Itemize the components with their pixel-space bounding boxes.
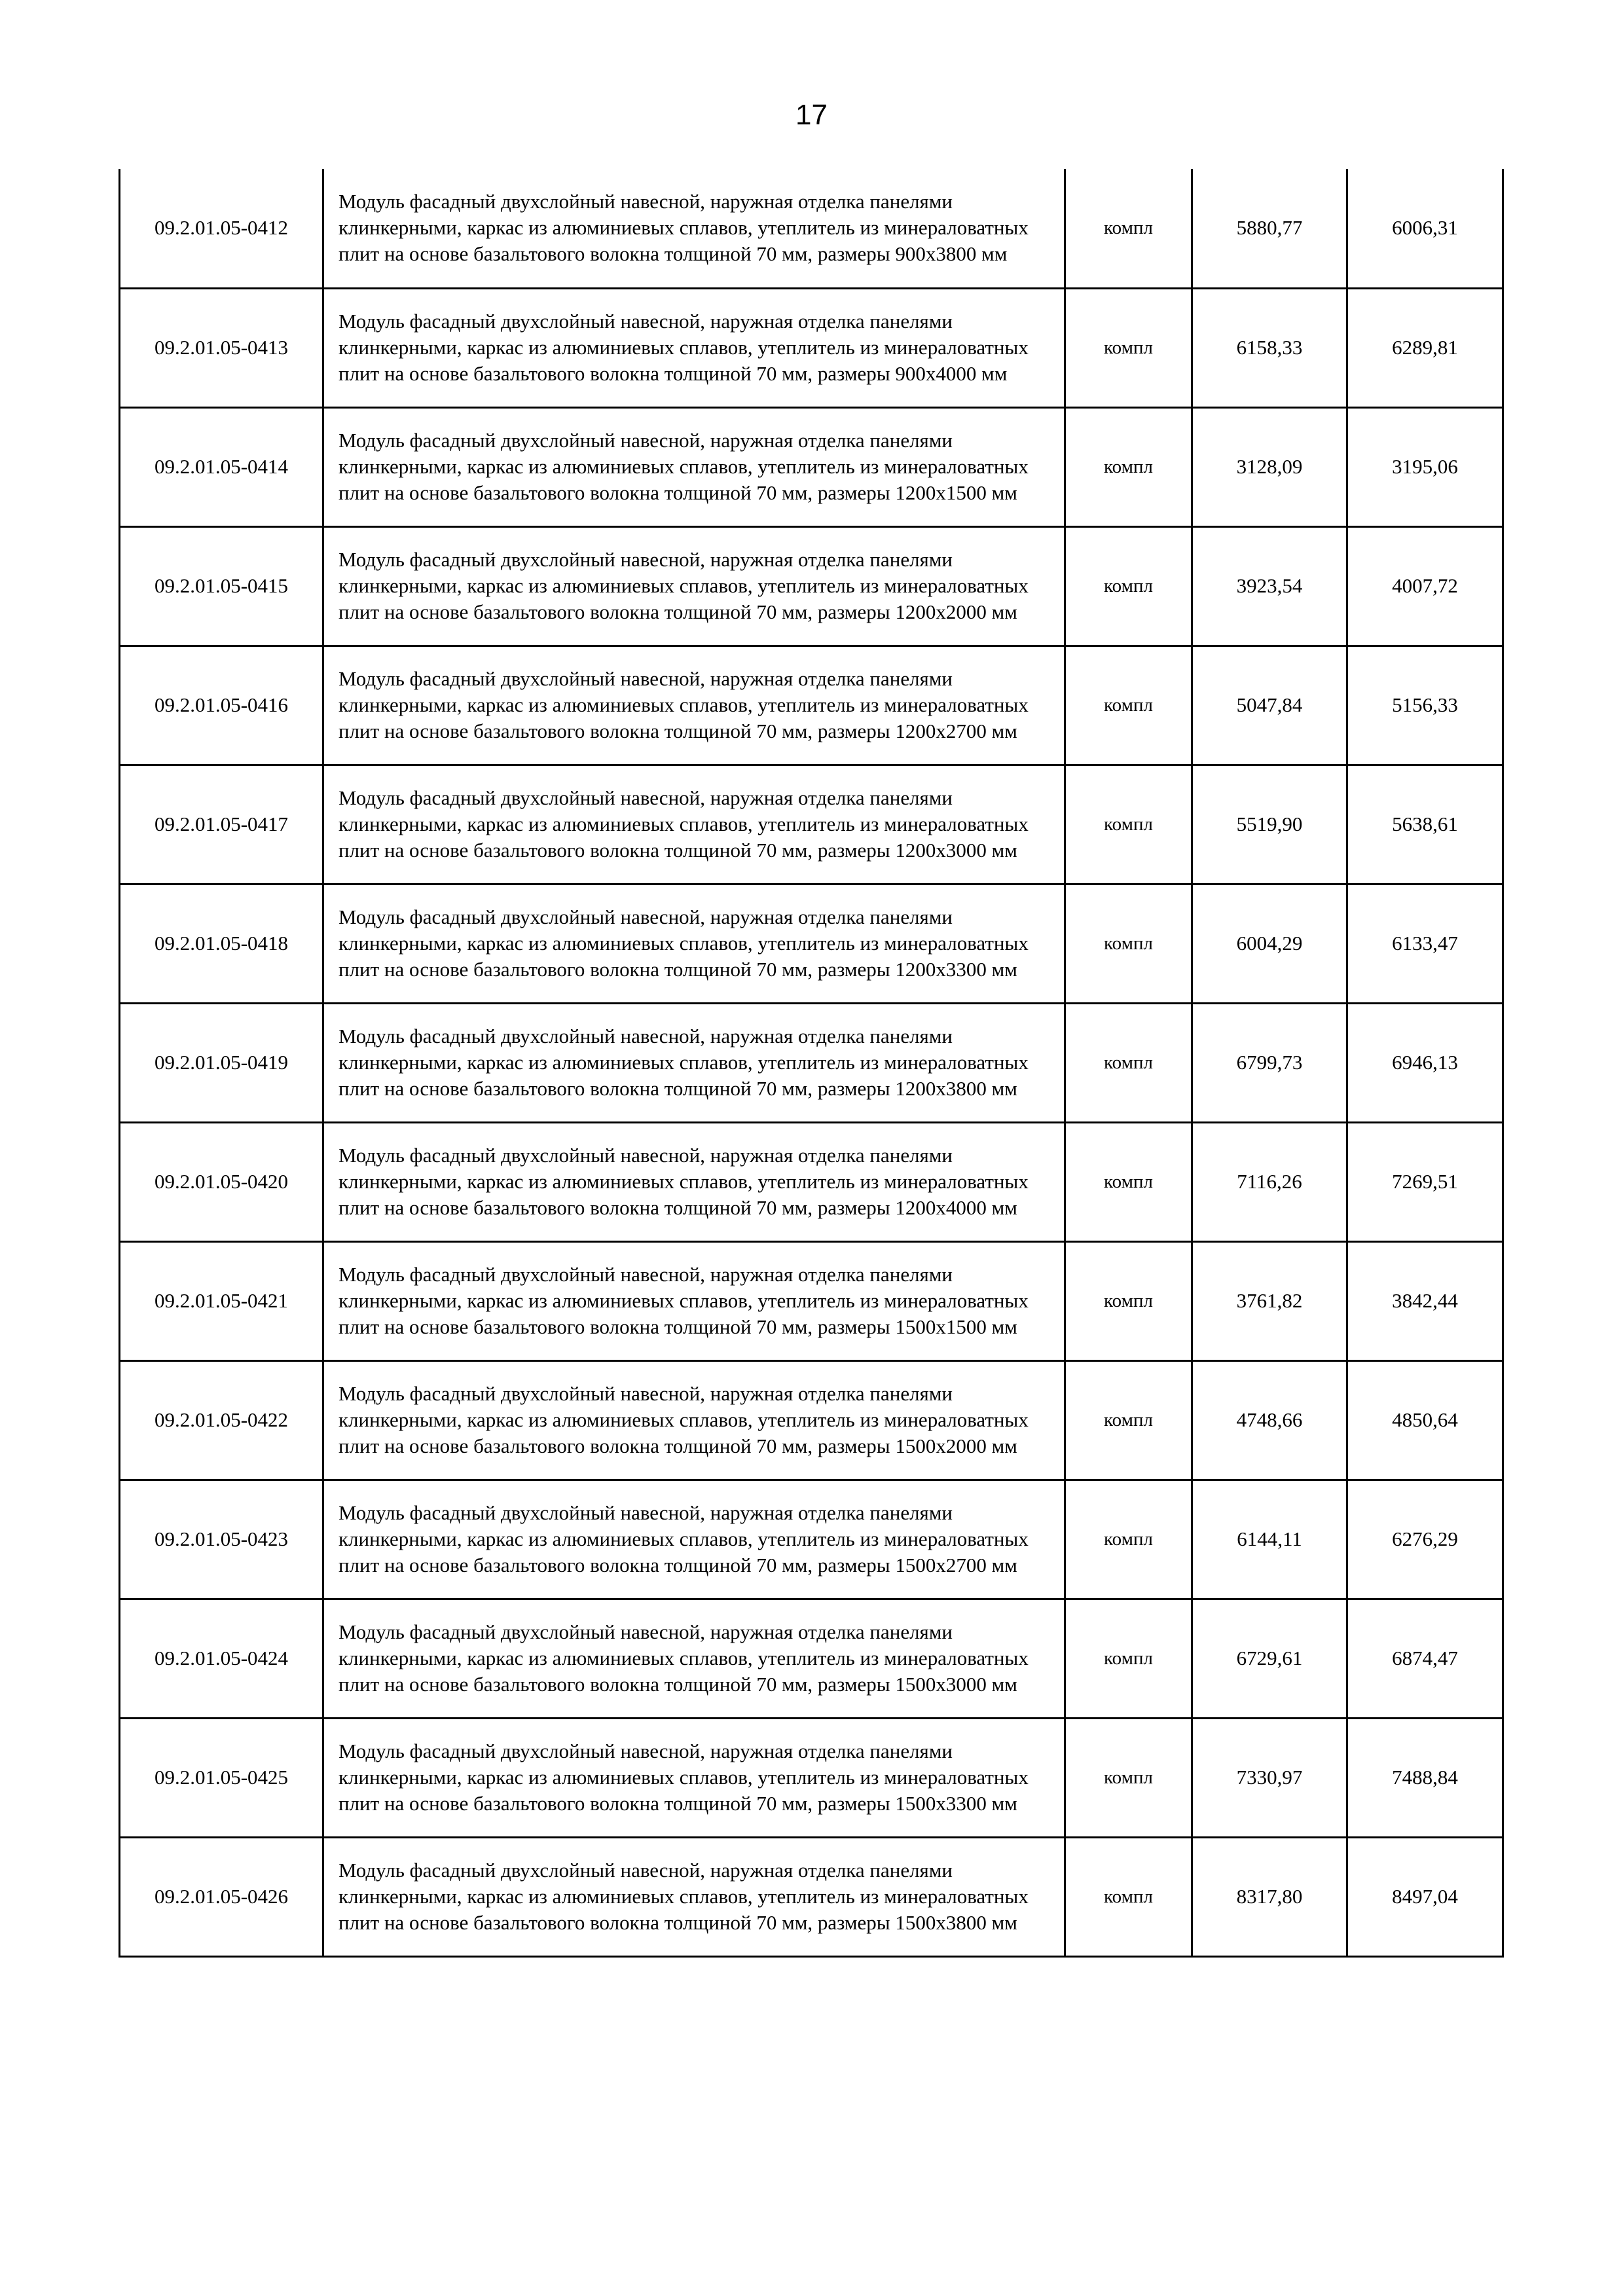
resource-code-cell: 09.2.01.05-0417	[120, 765, 323, 884]
table-row	[120, 526, 1503, 646]
table-row	[120, 1718, 1503, 1837]
table-row	[120, 288, 1503, 407]
description-cell: Модуль фасадный двухслойный навесной, наружная отделка панелями клинкерными, каркас из алюминиевых сплавов, утеплитель из минераловатных плит на основе базальтового волокна толщиной 70 мм, размеры 1500х3300 мм	[323, 1718, 1065, 1837]
price-cell-2: 6289,81	[1347, 288, 1503, 407]
price-cell-2: 4850,64	[1347, 1360, 1503, 1480]
description-cell: Модуль фасадный двухслойный навесной, наружная отделка панелями клинкерными, каркас из алюминиевых сплавов, утеплитель из минераловатных плит на основе базальтового волокна толщиной 70 мм, размеры 1200х3000 мм	[323, 765, 1065, 884]
description-cell: Модуль фасадный двухслойный навесной, наружная отделка панелями клинкерными, каркас из алюминиевых сплавов, утеплитель из минераловатных плит на основе базальтового волокна толщиной 70 мм, размеры 900х4000 мм	[323, 288, 1065, 407]
resource-code-cell: 09.2.01.05-0425	[120, 1718, 323, 1837]
unit-cell: компл	[1065, 169, 1192, 288]
price-cell-2: 6874,47	[1347, 1599, 1503, 1718]
price-cell-1: 3923,54	[1192, 526, 1347, 646]
resource-code-cell: 09.2.01.05-0414	[120, 407, 323, 526]
unit-cell: компл	[1065, 1122, 1192, 1241]
price-cell-1: 7116,26	[1192, 1122, 1347, 1241]
description-cell: Модуль фасадный двухслойный навесной, наружная отделка панелями клинкерными, каркас из алюминиевых сплавов, утеплитель из минераловатных плит на основе базальтового волокна толщиной 70 мм, размеры 1500х1500 мм	[323, 1241, 1065, 1360]
description-cell: Модуль фасадный двухслойный навесной, наружная отделка панелями клинкерными, каркас из алюминиевых сплавов, утеплитель из минераловатных плит на основе базальтового волокна толщиной 70 мм, размеры 1200х1500 мм	[323, 407, 1065, 526]
description-cell: Модуль фасадный двухслойный навесной, наружная отделка панелями клинкерными, каркас из алюминиевых сплавов, утеплитель из минераловатных плит на основе базальтового волокна толщиной 70 мм, размеры 1200х3300 мм	[323, 884, 1065, 1003]
price-cell-1: 6144,11	[1192, 1480, 1347, 1599]
resource-code-cell: 09.2.01.05-0418	[120, 884, 323, 1003]
price-cell-2: 8497,04	[1347, 1837, 1503, 1956]
resource-code-cell: 09.2.01.05-0419	[120, 1003, 323, 1122]
table-row	[120, 1122, 1503, 1241]
resource-code-cell: 09.2.01.05-0422	[120, 1360, 323, 1480]
resource-code-cell: 09.2.01.05-0413	[120, 288, 323, 407]
price-cell-2: 6133,47	[1347, 884, 1503, 1003]
table-row	[120, 1480, 1503, 1599]
description-cell: Модуль фасадный двухслойный навесной, наружная отделка панелями клинкерными, каркас из алюминиевых сплавов, утеплитель из минераловатных плит на основе базальтового волокна толщиной 70 мм, размеры 1200х3800 мм	[323, 1003, 1065, 1122]
table-row	[120, 407, 1503, 526]
price-cell-2: 7269,51	[1347, 1122, 1503, 1241]
page-number: 17	[795, 99, 828, 131]
table-body	[120, 169, 1503, 1956]
price-cell-1: 6729,61	[1192, 1599, 1347, 1718]
price-cell-1: 5880,77	[1192, 169, 1347, 288]
unit-cell: компл	[1065, 1718, 1192, 1837]
description-cell: Модуль фасадный двухслойный навесной, наружная отделка панелями клинкерными, каркас из алюминиевых сплавов, утеплитель из минераловатных плит на основе базальтового волокна толщиной 70 мм, размеры 1500х3800 мм	[323, 1837, 1065, 1956]
unit-cell: компл	[1065, 526, 1192, 646]
price-cell-2: 6946,13	[1347, 1003, 1503, 1122]
resource-code-cell: 09.2.01.05-0416	[120, 646, 323, 765]
price-cell-1: 5047,84	[1192, 646, 1347, 765]
price-cell-2: 4007,72	[1347, 526, 1503, 646]
unit-cell: компл	[1065, 765, 1192, 884]
table-row	[120, 765, 1503, 884]
unit-cell: компл	[1065, 1480, 1192, 1599]
description-cell: Модуль фасадный двухслойный навесной, наружная отделка панелями клинкерными, каркас из алюминиевых сплавов, утеплитель из минераловатных плит на основе базальтового волокна толщиной 70 мм, размеры 1500х2700 мм	[323, 1480, 1065, 1599]
price-cell-2: 6006,31	[1347, 169, 1503, 288]
resource-code-cell: 09.2.01.05-0412	[120, 169, 323, 288]
table-row	[120, 1360, 1503, 1480]
price-cell-2: 6276,29	[1347, 1480, 1503, 1599]
resource-code-cell: 09.2.01.05-0424	[120, 1599, 323, 1718]
unit-cell: компл	[1065, 1837, 1192, 1956]
price-cell-1: 6799,73	[1192, 1003, 1347, 1122]
description-cell: Модуль фасадный двухслойный навесной, наружная отделка панелями клинкерными, каркас из алюминиевых сплавов, утеплитель из минераловатных плит на основе базальтового волокна толщиной 70 мм, размеры 1500х2000 мм	[323, 1360, 1065, 1480]
unit-cell: компл	[1065, 1599, 1192, 1718]
price-cell-2: 3195,06	[1347, 407, 1503, 526]
table-row	[120, 169, 1503, 288]
table-row	[120, 1003, 1503, 1122]
unit-cell: компл	[1065, 884, 1192, 1003]
unit-cell: компл	[1065, 1241, 1192, 1360]
unit-cell: компл	[1065, 407, 1192, 526]
table-row	[120, 1241, 1503, 1360]
price-cell-2: 3842,44	[1347, 1241, 1503, 1360]
price-cell-1: 8317,80	[1192, 1837, 1347, 1956]
unit-cell: компл	[1065, 1003, 1192, 1122]
description-cell: Модуль фасадный двухслойный навесной, наружная отделка панелями клинкерными, каркас из алюминиевых сплавов, утеплитель из минераловатных плит на основе базальтового волокна толщиной 70 мм, размеры 1200х2000 мм	[323, 526, 1065, 646]
price-cell-2: 5156,33	[1347, 646, 1503, 765]
price-cell-1: 3128,09	[1192, 407, 1347, 526]
unit-cell: компл	[1065, 1360, 1192, 1480]
price-cell-1: 7330,97	[1192, 1718, 1347, 1837]
description-cell: Модуль фасадный двухслойный навесной, наружная отделка панелями клинкерными, каркас из алюминиевых сплавов, утеплитель из минераловатных плит на основе базальтового волокна толщиной 70 мм, размеры 900х3800 мм	[323, 169, 1065, 288]
table-row	[120, 1599, 1503, 1718]
table-row	[120, 646, 1503, 765]
unit-cell: компл	[1065, 288, 1192, 407]
table-row	[120, 1837, 1503, 1956]
price-cell-1: 6158,33	[1192, 288, 1347, 407]
price-cell-1: 6004,29	[1192, 884, 1347, 1003]
resource-code-cell: 09.2.01.05-0415	[120, 526, 323, 646]
unit-cell: компл	[1065, 646, 1192, 765]
resource-code-cell: 09.2.01.05-0426	[120, 1837, 323, 1956]
description-cell: Модуль фасадный двухслойный навесной, наружная отделка панелями клинкерными, каркас из алюминиевых сплавов, утеплитель из минераловатных плит на основе базальтового волокна толщиной 70 мм, размеры 1200х2700 мм	[323, 646, 1065, 765]
description-cell: Модуль фасадный двухслойный навесной, наружная отделка панелями клинкерными, каркас из алюминиевых сплавов, утеплитель из минераловатных плит на основе базальтового волокна толщиной 70 мм, размеры 1200х4000 мм	[323, 1122, 1065, 1241]
price-cell-1: 5519,90	[1192, 765, 1347, 884]
resource-code-cell: 09.2.01.05-0420	[120, 1122, 323, 1241]
table-row	[120, 884, 1503, 1003]
resource-code-cell: 09.2.01.05-0421	[120, 1241, 323, 1360]
price-cell-2: 7488,84	[1347, 1718, 1503, 1837]
price-cell-1: 3761,82	[1192, 1241, 1347, 1360]
price-cell-2: 5638,61	[1347, 765, 1503, 884]
price-table	[119, 169, 1504, 1958]
description-cell: Модуль фасадный двухслойный навесной, наружная отделка панелями клинкерными, каркас из алюминиевых сплавов, утеплитель из минераловатных плит на основе базальтового волокна толщиной 70 мм, размеры 1500х3000 мм	[323, 1599, 1065, 1718]
resource-code-cell: 09.2.01.05-0423	[120, 1480, 323, 1599]
price-cell-1: 4748,66	[1192, 1360, 1347, 1480]
